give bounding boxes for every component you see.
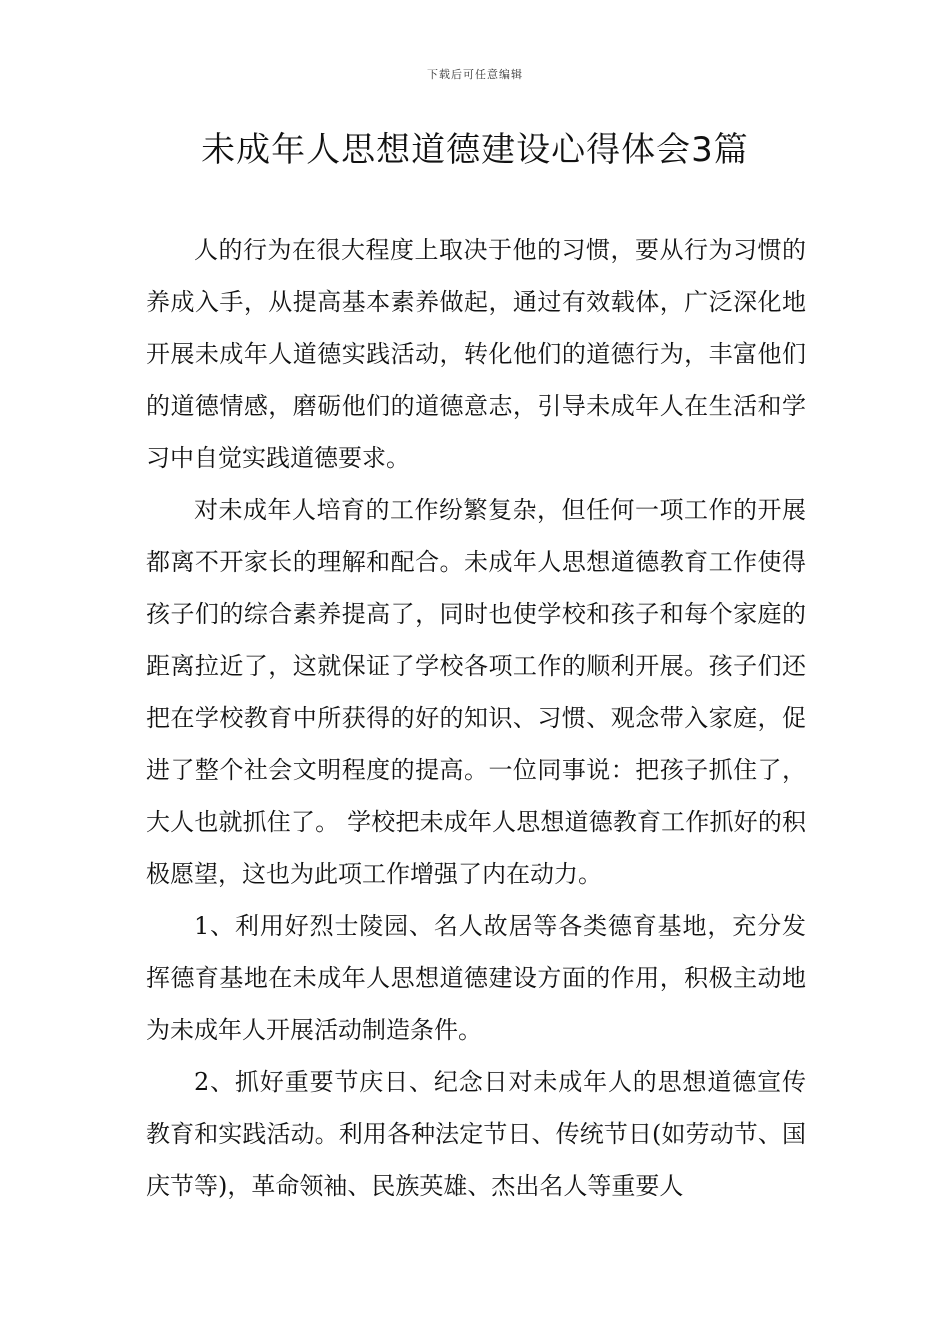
paragraph: 2、抓好重要节庆日、纪念日对未成年人的思想道德宣传教育和实践活动。利用各种法定节日、传统节日(如劳动节、国庆节等)，革命领袖、民族英雄、杰出名人等重要人 xyxy=(146,1068,806,1200)
paragraph: 对未成年人培育的工作纷繁复杂，但任何一项工作的开展都离不开家长的理解和配合。未成年人思想道德教育工作使得孩子们的综合素养提高了，同时也使学校和孩子和每个家庭的距离拉近了，这就保证了学校各项工作的顺利开展。孩子们还把在学校教育中所获得的好的知识、习惯、观念带入家庭，促进了整个社会文明程度的提高。一位同事说：把孩子抓住了，大人也就抓住了。 学校把未成年人思想道德教育工作抓好的积极愿望，这也为此项工作增强了内在动力。 xyxy=(146,496,806,888)
paragraph: 1、利用好烈士陵园、名人故居等各类德育基地，充分发挥德育基地在未成年人思想道德建设方面的作用，积极主动地为未成年人开展活动制造条件。 xyxy=(146,912,806,1044)
paragraph: 人的行为在很大程度上取决于他的习惯，要从行为习惯的养成入手，从提高基本素养做起，通过有效载体，广泛深化地开展未成年人道德实践活动，转化他们的道德行为，丰富他们的道德情感，磨砺他们的道德意志，引导未成年人在生活和学习中自觉实践道德要求。 xyxy=(146,236,806,472)
document-body xyxy=(146,224,806,1212)
header-note: 下载后可任意编辑 xyxy=(427,68,523,81)
document-title: 未成年人思想道德建设心得体会3篇 xyxy=(201,130,749,170)
